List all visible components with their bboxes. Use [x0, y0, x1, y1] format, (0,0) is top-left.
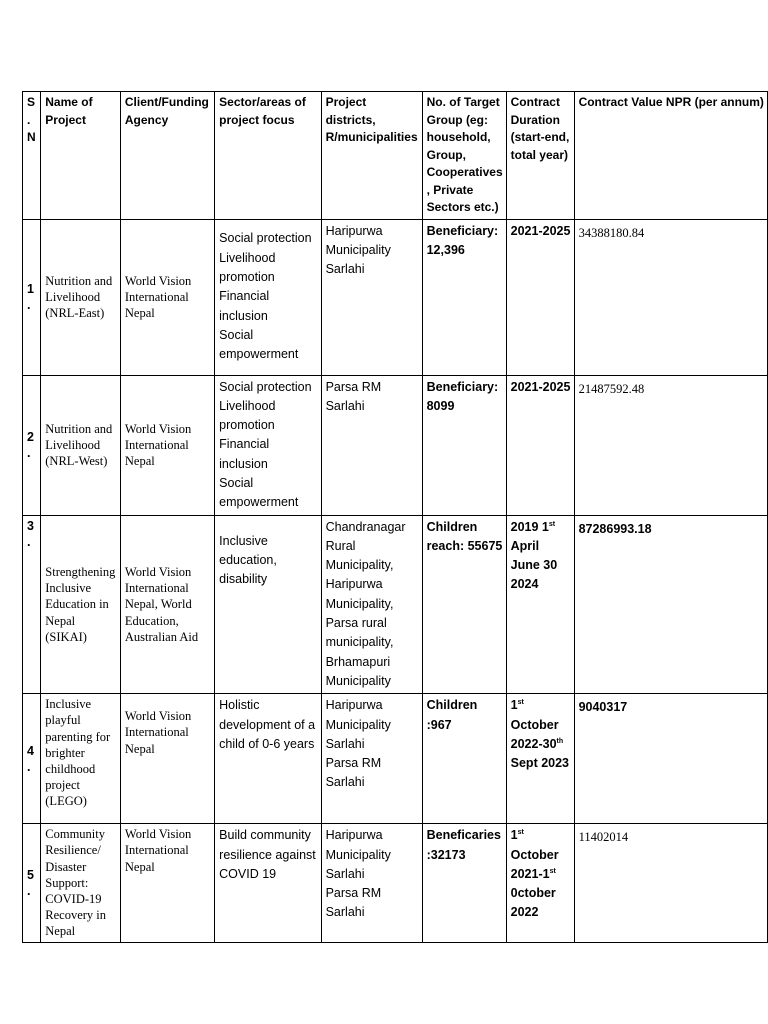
- duration-sup: st: [549, 867, 556, 875]
- table-row: [23, 515, 768, 694]
- row-contract-value: 21487592.48: [574, 375, 767, 515]
- row-client: World Vision International Nepal: [120, 694, 214, 824]
- row-sn: 2 .: [23, 375, 41, 515]
- row-project-name: Nutrition and Livelihood (NRL-West): [41, 375, 121, 515]
- table-row: [23, 219, 768, 375]
- row-contract-value: 9040317: [574, 694, 767, 824]
- row-sector: Build community resilience against COVID 19: [215, 824, 321, 942]
- row-project-name: Nutrition and Livelihood (NRL-East): [41, 219, 121, 375]
- row-districts: Haripurwa Municipality Sarlahi Parsa RM Sarlahi: [321, 824, 422, 942]
- row-client: World Vision International Nepal: [120, 824, 214, 942]
- row-sn: 4 .: [23, 694, 41, 824]
- duration-sup: th: [556, 737, 564, 745]
- header-districts: Project districts, R/municipalities: [321, 92, 422, 220]
- header-target: No. of Target Group (eg: household, Group, Cooperatives , Private Sectors etc.): [422, 92, 506, 220]
- header-value: Contract Value NPR (per annum): [574, 92, 767, 220]
- row-districts: Haripurwa Municipality Sarlahi Parsa RM Sarlahi: [321, 694, 422, 824]
- projects-table: [22, 91, 768, 943]
- header-sector: Sector/areas of project focus: [215, 92, 321, 220]
- row-client: World Vision International Nepal: [120, 375, 214, 515]
- table-row: [23, 824, 768, 942]
- row-client: World Vision International Nepal: [120, 219, 214, 375]
- duration-text: 1: [510, 698, 518, 713]
- row-districts: Haripurwa Municipality Sarlahi: [321, 219, 422, 375]
- row-sn: 5 .: [23, 824, 41, 942]
- row-project-name: Inclusive playful parenting for brighter childhood project (LEGO): [41, 694, 121, 824]
- duration-text: 0ctober 2022: [510, 886, 556, 920]
- row-contract-value: 87286993.18: [574, 515, 767, 694]
- row-duration: 2021-2025: [506, 219, 574, 375]
- header-client: Client/Funding Agency: [120, 92, 214, 220]
- row-project-name: Community Resilience/ Disaster Support: COVID-19 Recovery in Nepal: [41, 824, 121, 942]
- row-sn: 3 .: [23, 515, 41, 694]
- duration-sup: st: [517, 829, 524, 837]
- row-duration: [506, 824, 574, 942]
- row-target-group: Beneficaries :32173: [422, 824, 506, 942]
- row-contract-value: 11402014: [574, 824, 767, 942]
- duration-text: October 2021-1: [510, 847, 559, 881]
- duration-text: Sept 2023: [510, 756, 570, 771]
- table-row: [23, 694, 768, 824]
- duration-text: April June 30 2024: [510, 538, 558, 592]
- header-row: [23, 92, 768, 220]
- duration-sup: st: [517, 699, 524, 707]
- row-duration: [506, 515, 574, 694]
- row-contract-value: 34388180.84: [574, 219, 767, 375]
- row-project-name: Strengthening Inclusive Education in Nepal (SIKAI): [41, 515, 121, 694]
- row-target-group: Beneficiary: 12,396: [422, 219, 506, 375]
- row-sn: 1 .: [23, 219, 41, 375]
- row-target-group: Beneficiary: 8099: [422, 375, 506, 515]
- row-target-group: Children :967: [422, 694, 506, 824]
- row-client: World Vision International Nepal, World Education, Australian Aid: [120, 515, 214, 694]
- row-sector: Social protection Livelihood promotion Financial inclusion Social empowerment: [215, 375, 321, 515]
- row-districts: Parsa RM Sarlahi: [321, 375, 422, 515]
- header-duration: Contract Duration (start-end, total year): [506, 92, 574, 220]
- row-sector: Holistic development of a child of 0-6 years: [215, 694, 321, 824]
- row-duration: [506, 694, 574, 824]
- header-sn: S . N: [23, 92, 41, 220]
- duration-sup: st: [548, 520, 556, 528]
- row-sector: Social protection Livelihood promotion Financial inclusion Social empowerment: [215, 219, 321, 375]
- row-sector: Inclusive education, disability: [215, 515, 321, 694]
- duration-text: 2019 1: [510, 519, 549, 534]
- row-target-group: Children reach: 55675: [422, 515, 506, 694]
- header-name: Name of Project: [41, 92, 121, 220]
- table-row: [23, 375, 768, 515]
- row-duration: 2021-2025: [506, 375, 574, 515]
- row-districts: Chandranagar Rural Municipality, Haripurwa Municipality, Parsa rural municipality, Brhamapuri Municipality: [321, 515, 422, 694]
- duration-text: 1: [510, 828, 518, 843]
- duration-text: October 2022-30: [510, 717, 559, 751]
